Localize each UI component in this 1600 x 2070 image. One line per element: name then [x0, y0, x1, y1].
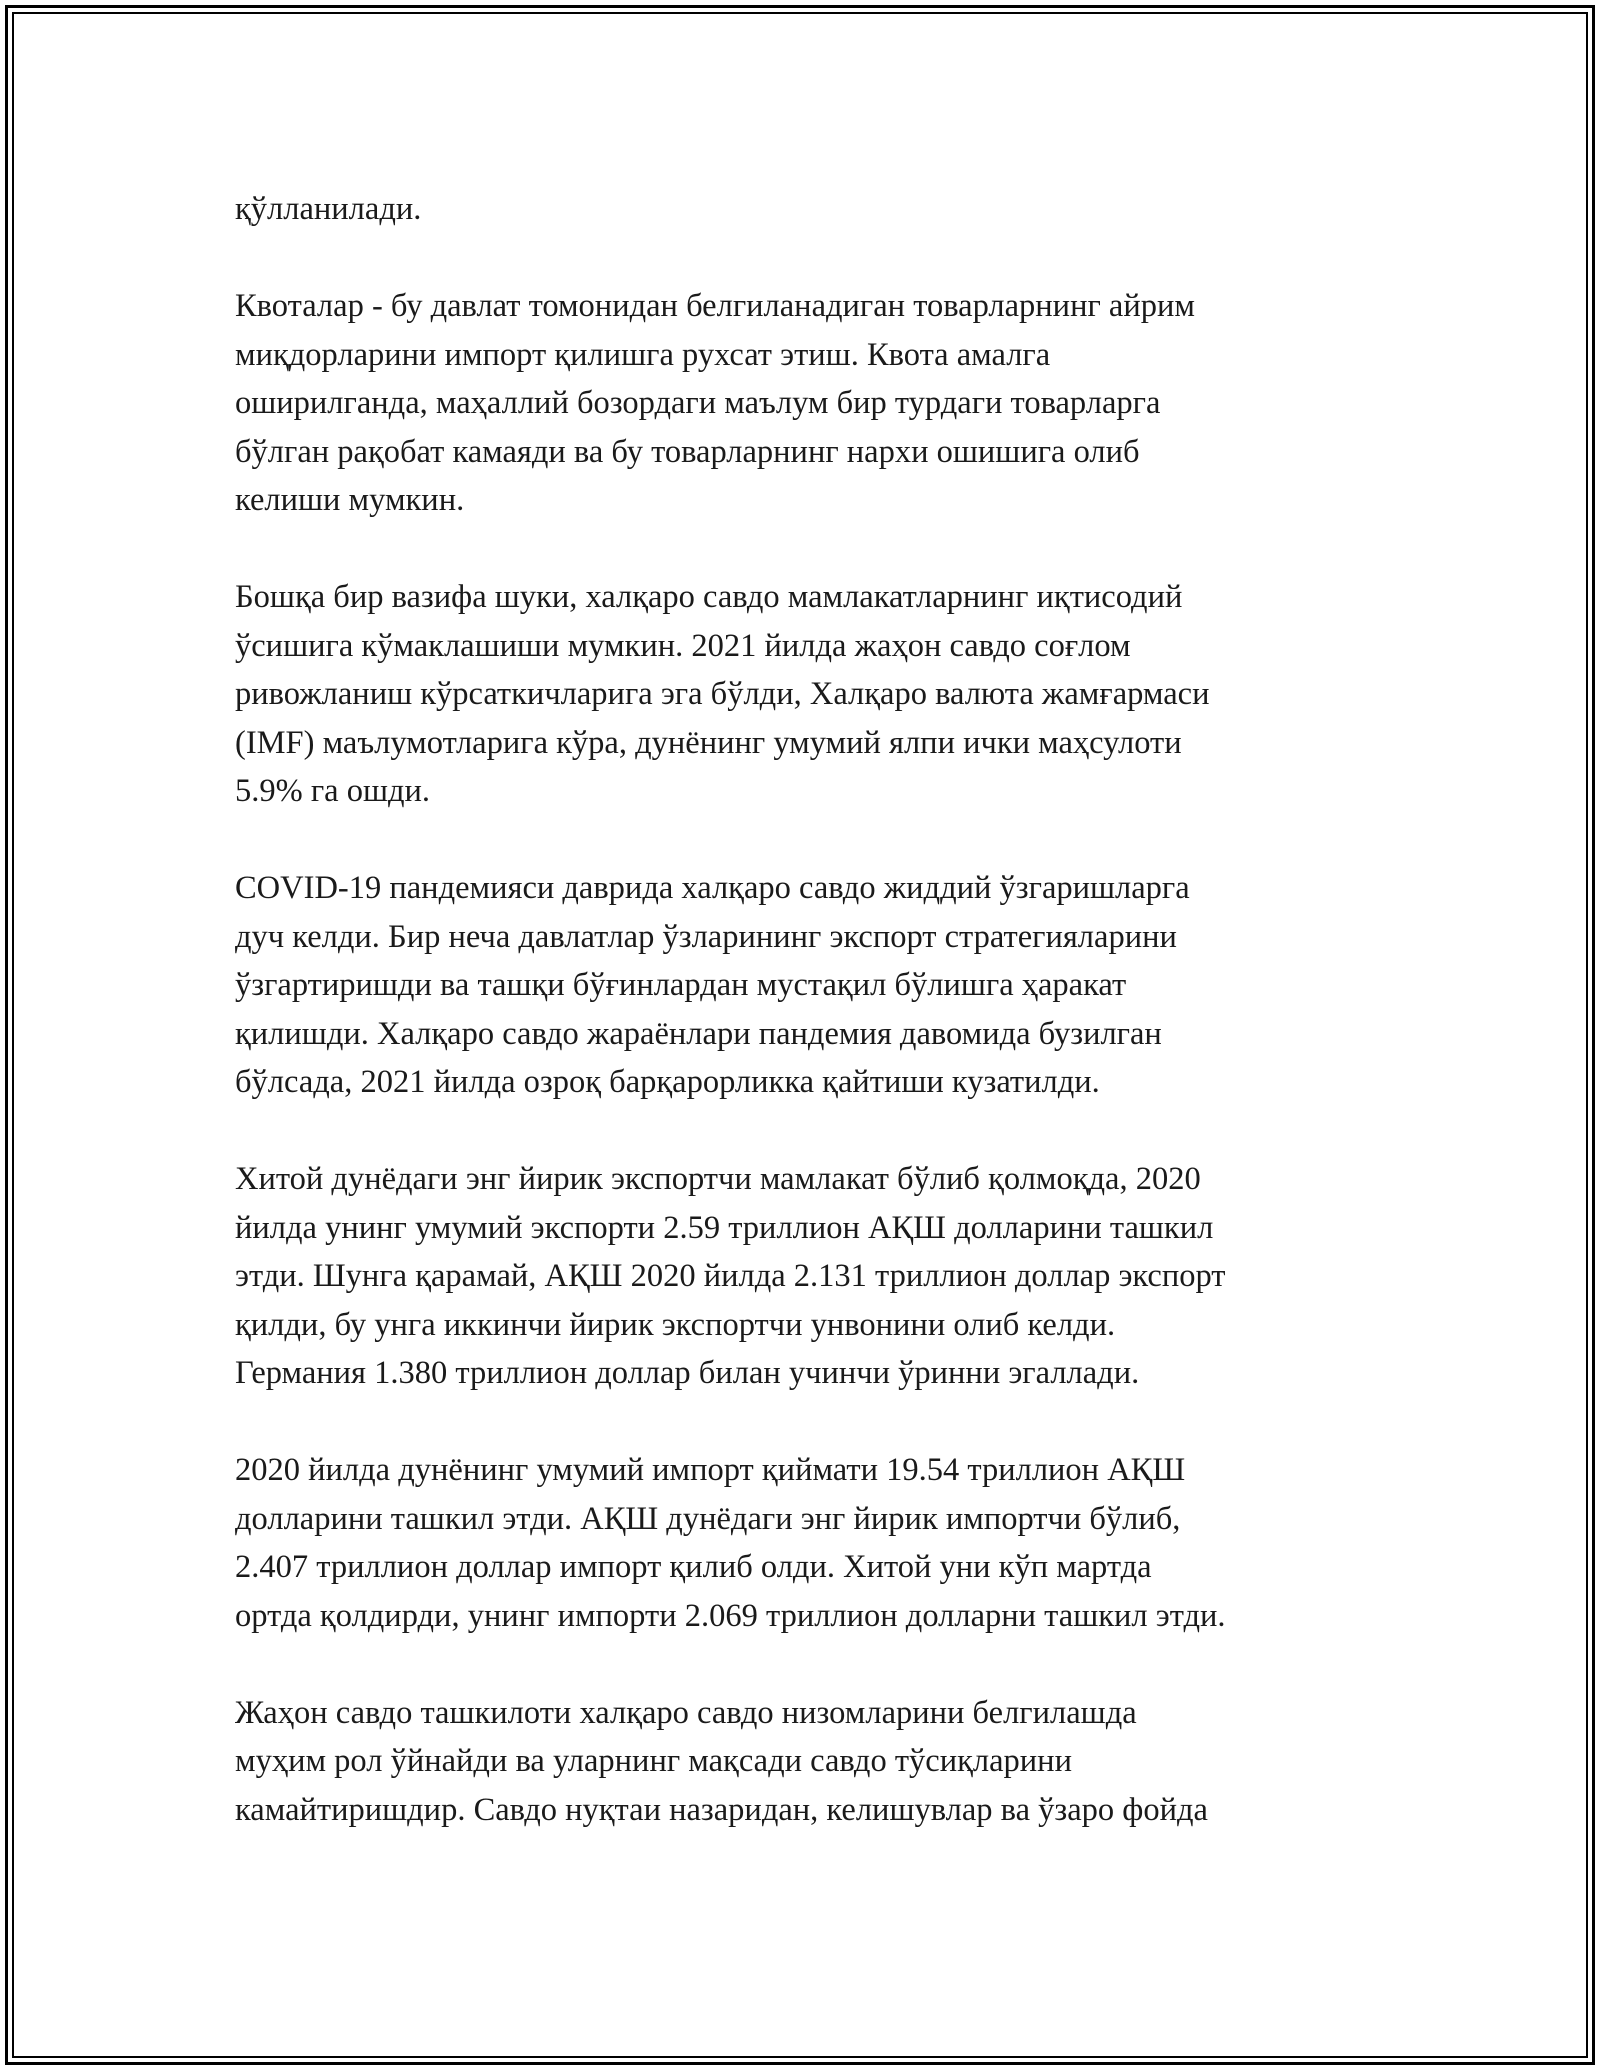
text-line: камайтиришдир. Савдо нуқтаи назаридан, келишувлар ва ўзаро фойда	[235, 1791, 1208, 1828]
text-line: оширилганда, маҳаллий бозордаги маълум бир турдаги товарларга	[235, 385, 1161, 421]
text-line: бўлган рақобат камаяди ва бу товарларнинг нархи ошишига олиб	[235, 433, 1140, 470]
text-line: қилишди. Халқаро савдо жараёнлари пандемия давомида бузилган	[235, 1015, 1162, 1052]
text-line: Хитой дунёдаги энг йирик экспортчи мамлакат бўлиб қолмоқда, 2020	[235, 1161, 1201, 1197]
text-line: бўлсада, 2021 йилда озроқ барқарорликка қайтиши кузатилди.	[235, 1064, 1100, 1100]
text-line: 2.407 триллион доллар импорт қилиб олди. Хитой уни кўп мартда	[235, 1549, 1152, 1585]
paragraph-2	[235, 282, 1370, 525]
text-line: ўзгартиришди ва ташқи бўғинлардан мустақил бўлишга ҳаракат	[235, 967, 1127, 1003]
paragraph-3	[235, 573, 1370, 816]
text-line: (IMF) маълумотларига кўра, дунёнинг умумий ялпи ички маҳсулоти	[235, 724, 1182, 761]
document-body	[235, 185, 1370, 1883]
text-line: этди. Шунга қарамай, АҚШ 2020 йилда 2.131 триллион доллар экспорт	[235, 1258, 1226, 1294]
text-line: ривожланиш кўрсаткичларига эга бўлди, Халқаро валюта жамғармаси	[235, 676, 1210, 712]
text-line: қўлланилади.	[235, 191, 422, 227]
paragraph-7	[235, 1689, 1370, 1835]
paragraph-6	[235, 1446, 1370, 1640]
text-line: Квоталар - бу давлат томонидан белгиланадиган товарларнинг айрим	[235, 288, 1195, 324]
paragraph-1	[235, 185, 1370, 234]
text-line: 5.9% га ошди.	[235, 773, 431, 809]
text-line: муҳим рол ўйнайди ва уларнинг мақсади савдо тўсиқларини	[235, 1743, 1072, 1779]
text-line: ўсишига кўмаклашиши мумкин. 2021 йилда жаҳон савдо соғлом	[235, 627, 1131, 664]
text-line: COVID-19 пандемияси даврида халқаро савдо жиддий ўзгаришларга	[235, 870, 1190, 906]
paragraph-5	[235, 1155, 1370, 1398]
text-line: Жаҳон савдо ташкилоти халқаро савдо низомларини белгилашда	[235, 1694, 1137, 1731]
text-line: долларини ташкил этди. АҚШ дунёдаги энг йирик импортчи бўлиб,	[235, 1500, 1181, 1537]
paragraph-4	[235, 864, 1370, 1107]
text-line: Бошқа бир вазифа шуки, халқаро савдо мамлакатларнинг иқтисодий	[235, 579, 1183, 615]
text-line: келиши мумкин.	[235, 482, 465, 518]
text-line: қилди, бу унга иккинчи йирик экспортчи унвонини олиб келди.	[235, 1306, 1116, 1343]
text-line: йилда унинг умумий экспорти 2.59 триллион АҚШ долларини ташкил	[235, 1209, 1214, 1246]
text-line: ортда қолдирди, унинг импорти 2.069 триллион долларни ташкил этди.	[235, 1597, 1226, 1634]
text-line: 2020 йилда дунёнинг умумий импорт қиймати 19.54 триллион АҚШ	[235, 1452, 1186, 1488]
text-line: Германия 1.380 триллион доллар билан учинчи ўринни эгаллади.	[235, 1355, 1140, 1391]
text-line: дуч келди. Бир неча давлатлар ўзларининг экспорт стратегияларини	[235, 918, 1177, 955]
text-line: миқдорларини импорт қилишга рухсат этиш. Квота амалга	[235, 336, 1051, 373]
